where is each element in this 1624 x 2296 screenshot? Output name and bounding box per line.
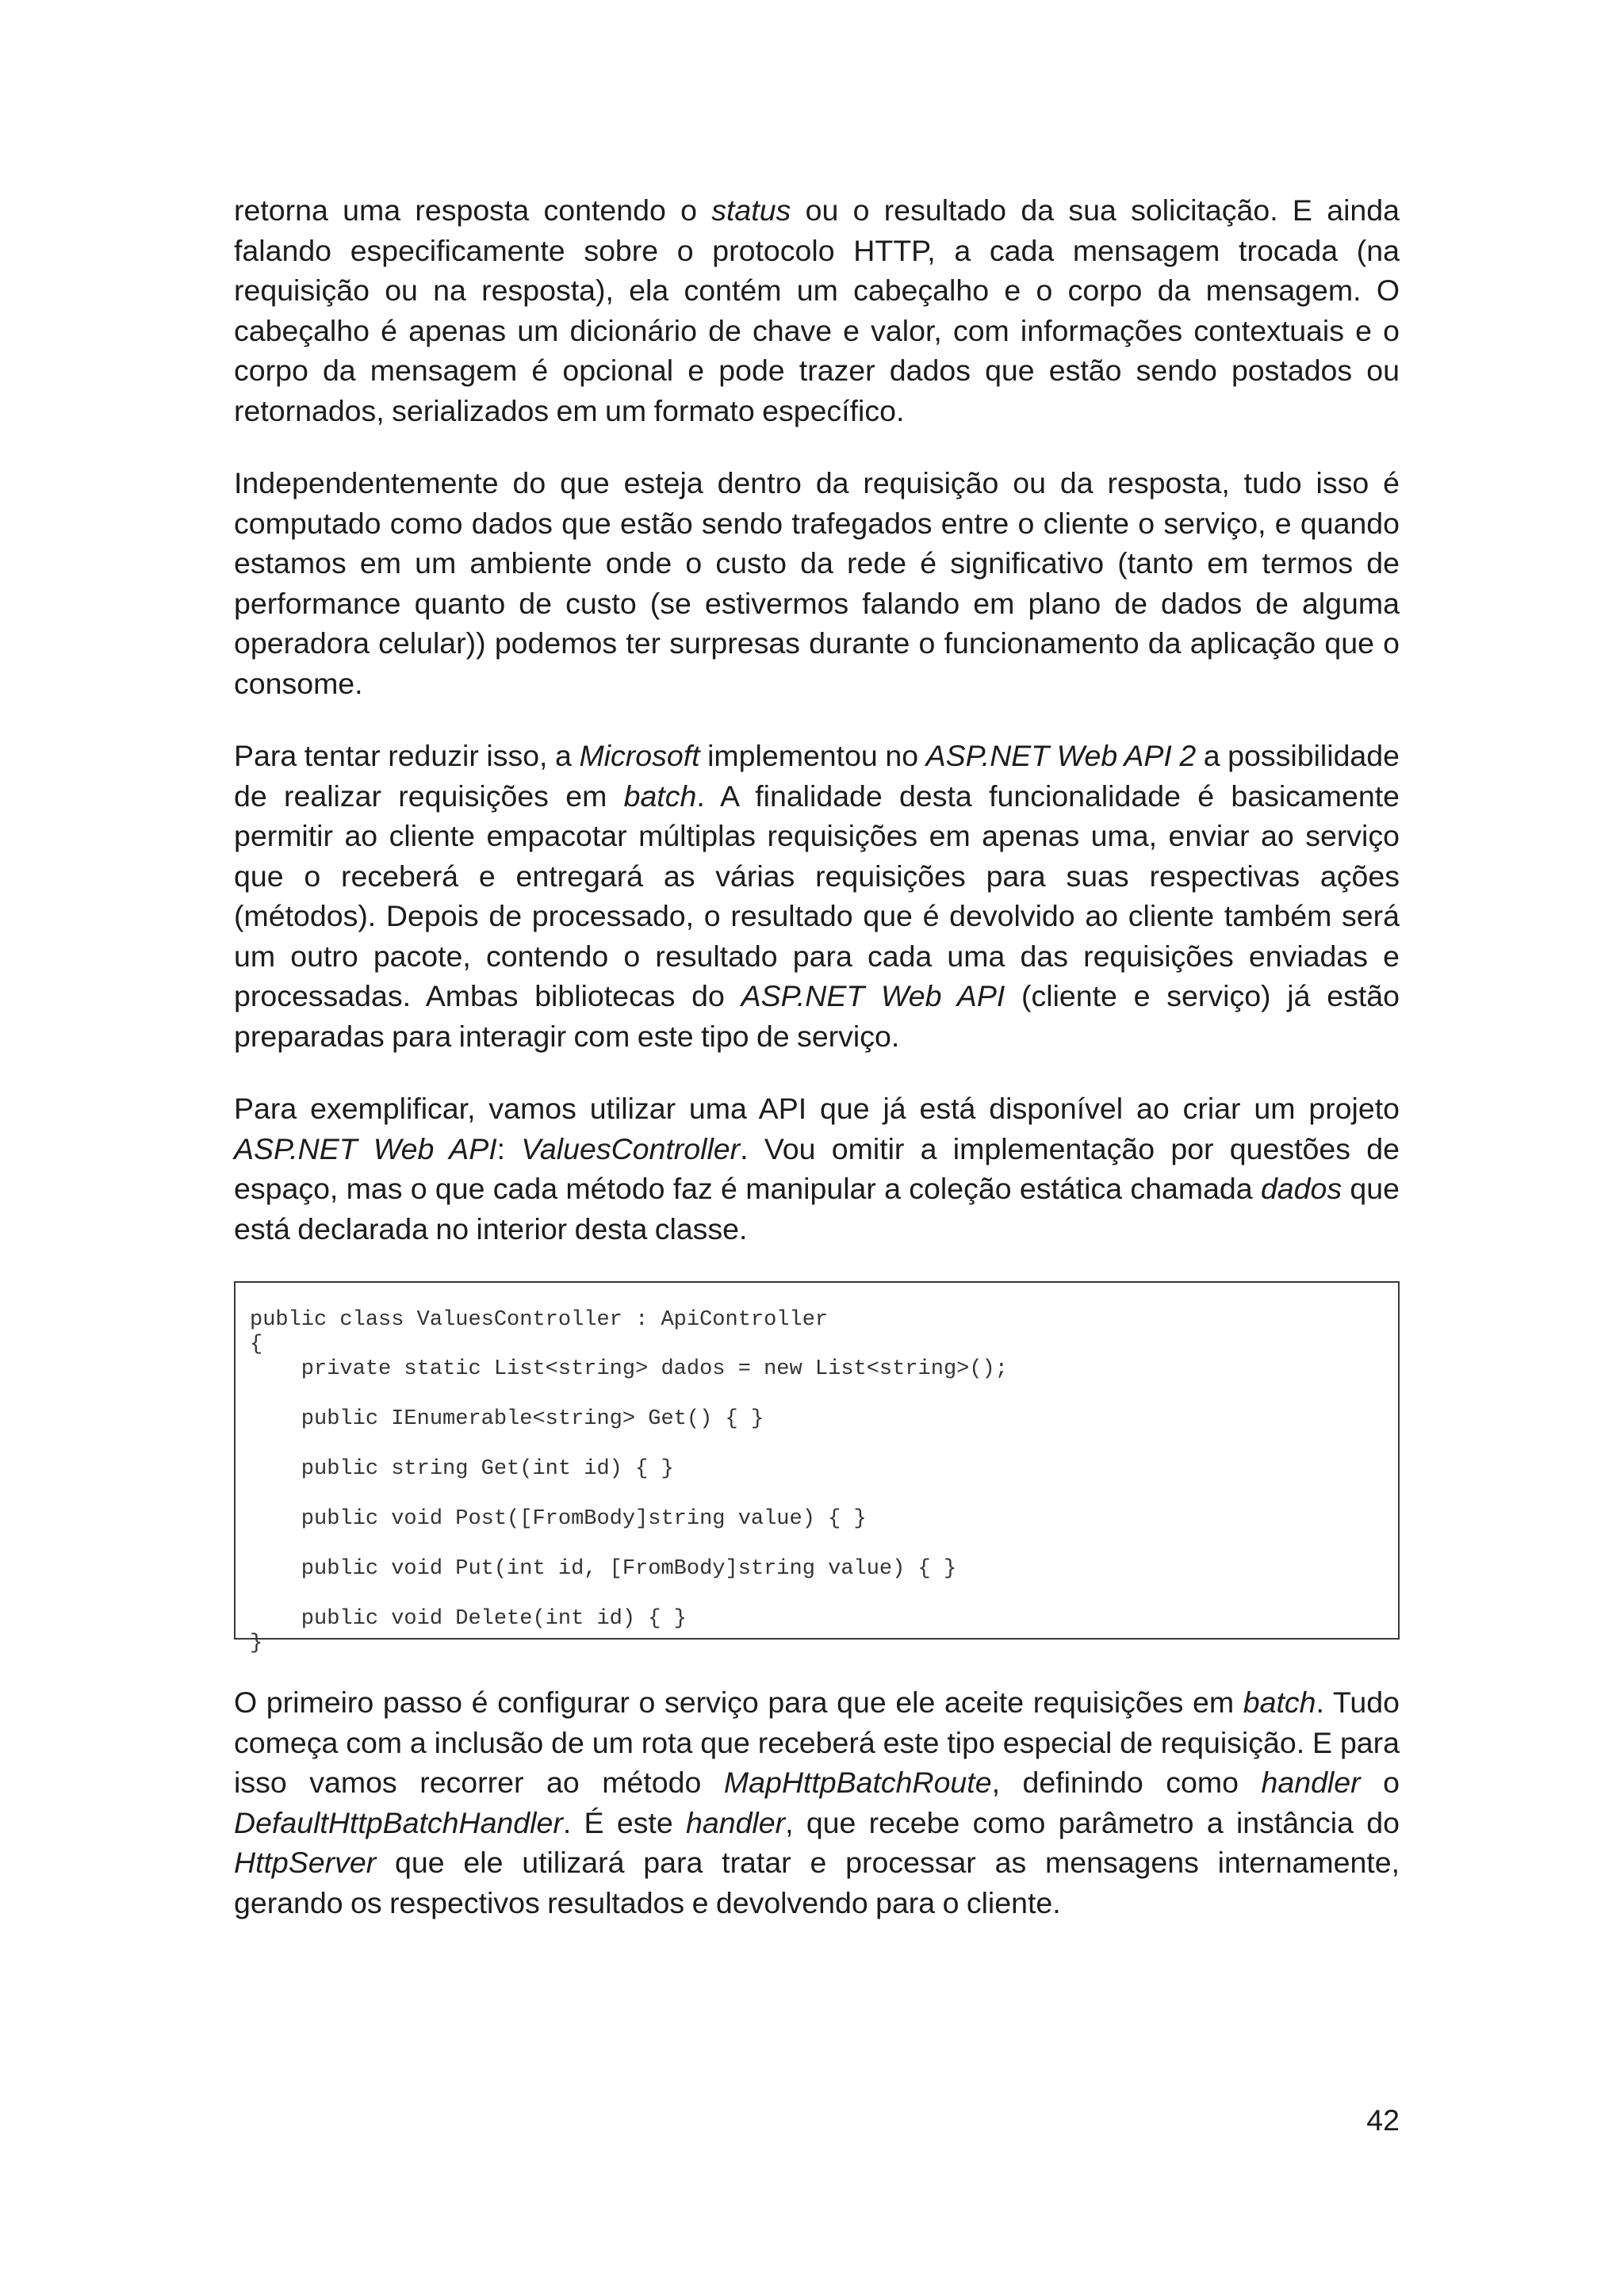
paragraph-3 [234,736,1400,1056]
paragraph-text: implementou no [699,739,926,772]
paragraph-text: que está declarada no interior desta classe. [234,1172,1400,1246]
emphasis-text: Microsoft [579,739,700,772]
paragraph-2 [234,463,1400,703]
code-line: public void Delete(int id) { } [250,1607,687,1631]
paragraph-text: Independentemente do que esteja dentro da requisição ou da resposta, tudo isso é computado como dados que estão sendo trafegados entre o cliente o serviço, e quando estamos em um ambiente onde o custo da rede é significativo (tanto em termos de performance quanto de custo (se estivermos falando em plano de dados de alguma operadora celular)) podemos ter surpresas durante o funcionamento da aplicação que o consome. [234,466,1400,700]
paragraph-1 [234,190,1400,430]
emphasis-text: handler [1261,1766,1361,1799]
paragraph-text: . A finalidade desta funcionalidade é basicamente permitir ao cliente empacotar múltiplas requisições em apenas uma, enviar ao serviço que o receberá e entregará as várias requisições para suas respectivas ações (métodos). Depois de processado, o resultado que é devolvido ao cliente também será um outro pacote, contendo o resultado para cada uma das requisições enviadas e processadas. Ambas bibliotecas do [234,779,1400,1012]
paragraph-text: . Tudo começa com a inclusão de um rota que receberá este tipo especial de requisição. E para isso vamos recorrer ao método [234,1686,1400,1799]
code-line: public class ValuesController : ApiController [250,1308,829,1332]
code-line: } [250,1632,263,1655]
emphasis-text: ASP.NET Web API [234,1131,497,1165]
paragraph-text: . É este [562,1805,686,1839]
code-line: { [250,1333,263,1357]
paragraph-text: : [496,1131,522,1165]
code-block [234,1281,1400,1655]
emphasis-text: handler [686,1805,786,1839]
paragraph-text: o [1360,1766,1400,1799]
emphasis-text: DefaultHttpBatchHandler [234,1805,563,1839]
paragraph-text: O primeiro passo é configurar o serviço para que ele aceite requisições em [234,1686,1243,1719]
paragraph-4 [234,1089,1400,1249]
emphasis-text: batch [1243,1686,1316,1719]
code-line: public void Post([FromBody]string value) { } [250,1507,867,1531]
code-line: public string Get(int id) { } [250,1457,674,1481]
paragraph-text: que ele utilizará para tratar e processar as mensagens internamente, gerando os respectivos resultados e devolvendo para o cliente. [234,1846,1400,1919]
paragraph-5 [234,1682,1400,1923]
emphasis-text: dados [1260,1172,1342,1205]
page-content [234,190,1400,1955]
code-line: private static List<string> dados = new List<string>(); [250,1357,1008,1381]
paragraph-text: retorna uma resposta contendo o [234,193,712,227]
emphasis-text: MapHttpBatchRoute [723,1766,992,1799]
paragraph-text: a possibilidade de realizar requisições em [234,739,1400,813]
emphasis-text: ASP.NET Web API 2 [925,739,1197,772]
paragraph-text: , definindo como [991,1766,1262,1799]
page-number: 42 [1366,2103,1400,2137]
paragraph-text: ou o resultado da sua solicitação. E ainda falando especificamente sobre o protocolo HTTP, a cada mensagem trocada (na requisição ou na resposta), ela contém um cabeçalho e o corpo da mensagem. O cabeçalho é apenas um dicionário de chave e valor, com informações contextuais e o corpo da mensagem é opcional e pode trazer dados que estão sendo postados ou retornados, serializados em um formato específico. [234,193,1400,427]
emphasis-text: batch [623,779,697,813]
emphasis-text: status [711,193,791,227]
paragraph-text: . Vou omitir a implementação por questões de espaço, mas o que cada método faz é manipular a coleção estática chamada [234,1131,1400,1205]
code-line: public IEnumerable<string> Get() { } [250,1407,764,1431]
paragraph-text: (cliente e serviço) já estão preparadas para interagir com este tipo de serviço. [234,979,1400,1053]
paragraph-text: , que recebe como parâmetro a instância do [785,1805,1400,1839]
paragraph-text: Para tentar reduzir isso, a [234,739,580,772]
emphasis-text: HttpServer [234,1846,377,1879]
emphasis-text: ValuesController [521,1131,741,1165]
emphasis-text: ASP.NET Web API [741,979,1005,1012]
code-line: public void Put(int id, [FromBody]string value) { } [250,1557,957,1581]
paragraph-text: Para exemplificar, vamos utilizar uma API que já está disponível ao criar um projeto [234,1092,1400,1125]
